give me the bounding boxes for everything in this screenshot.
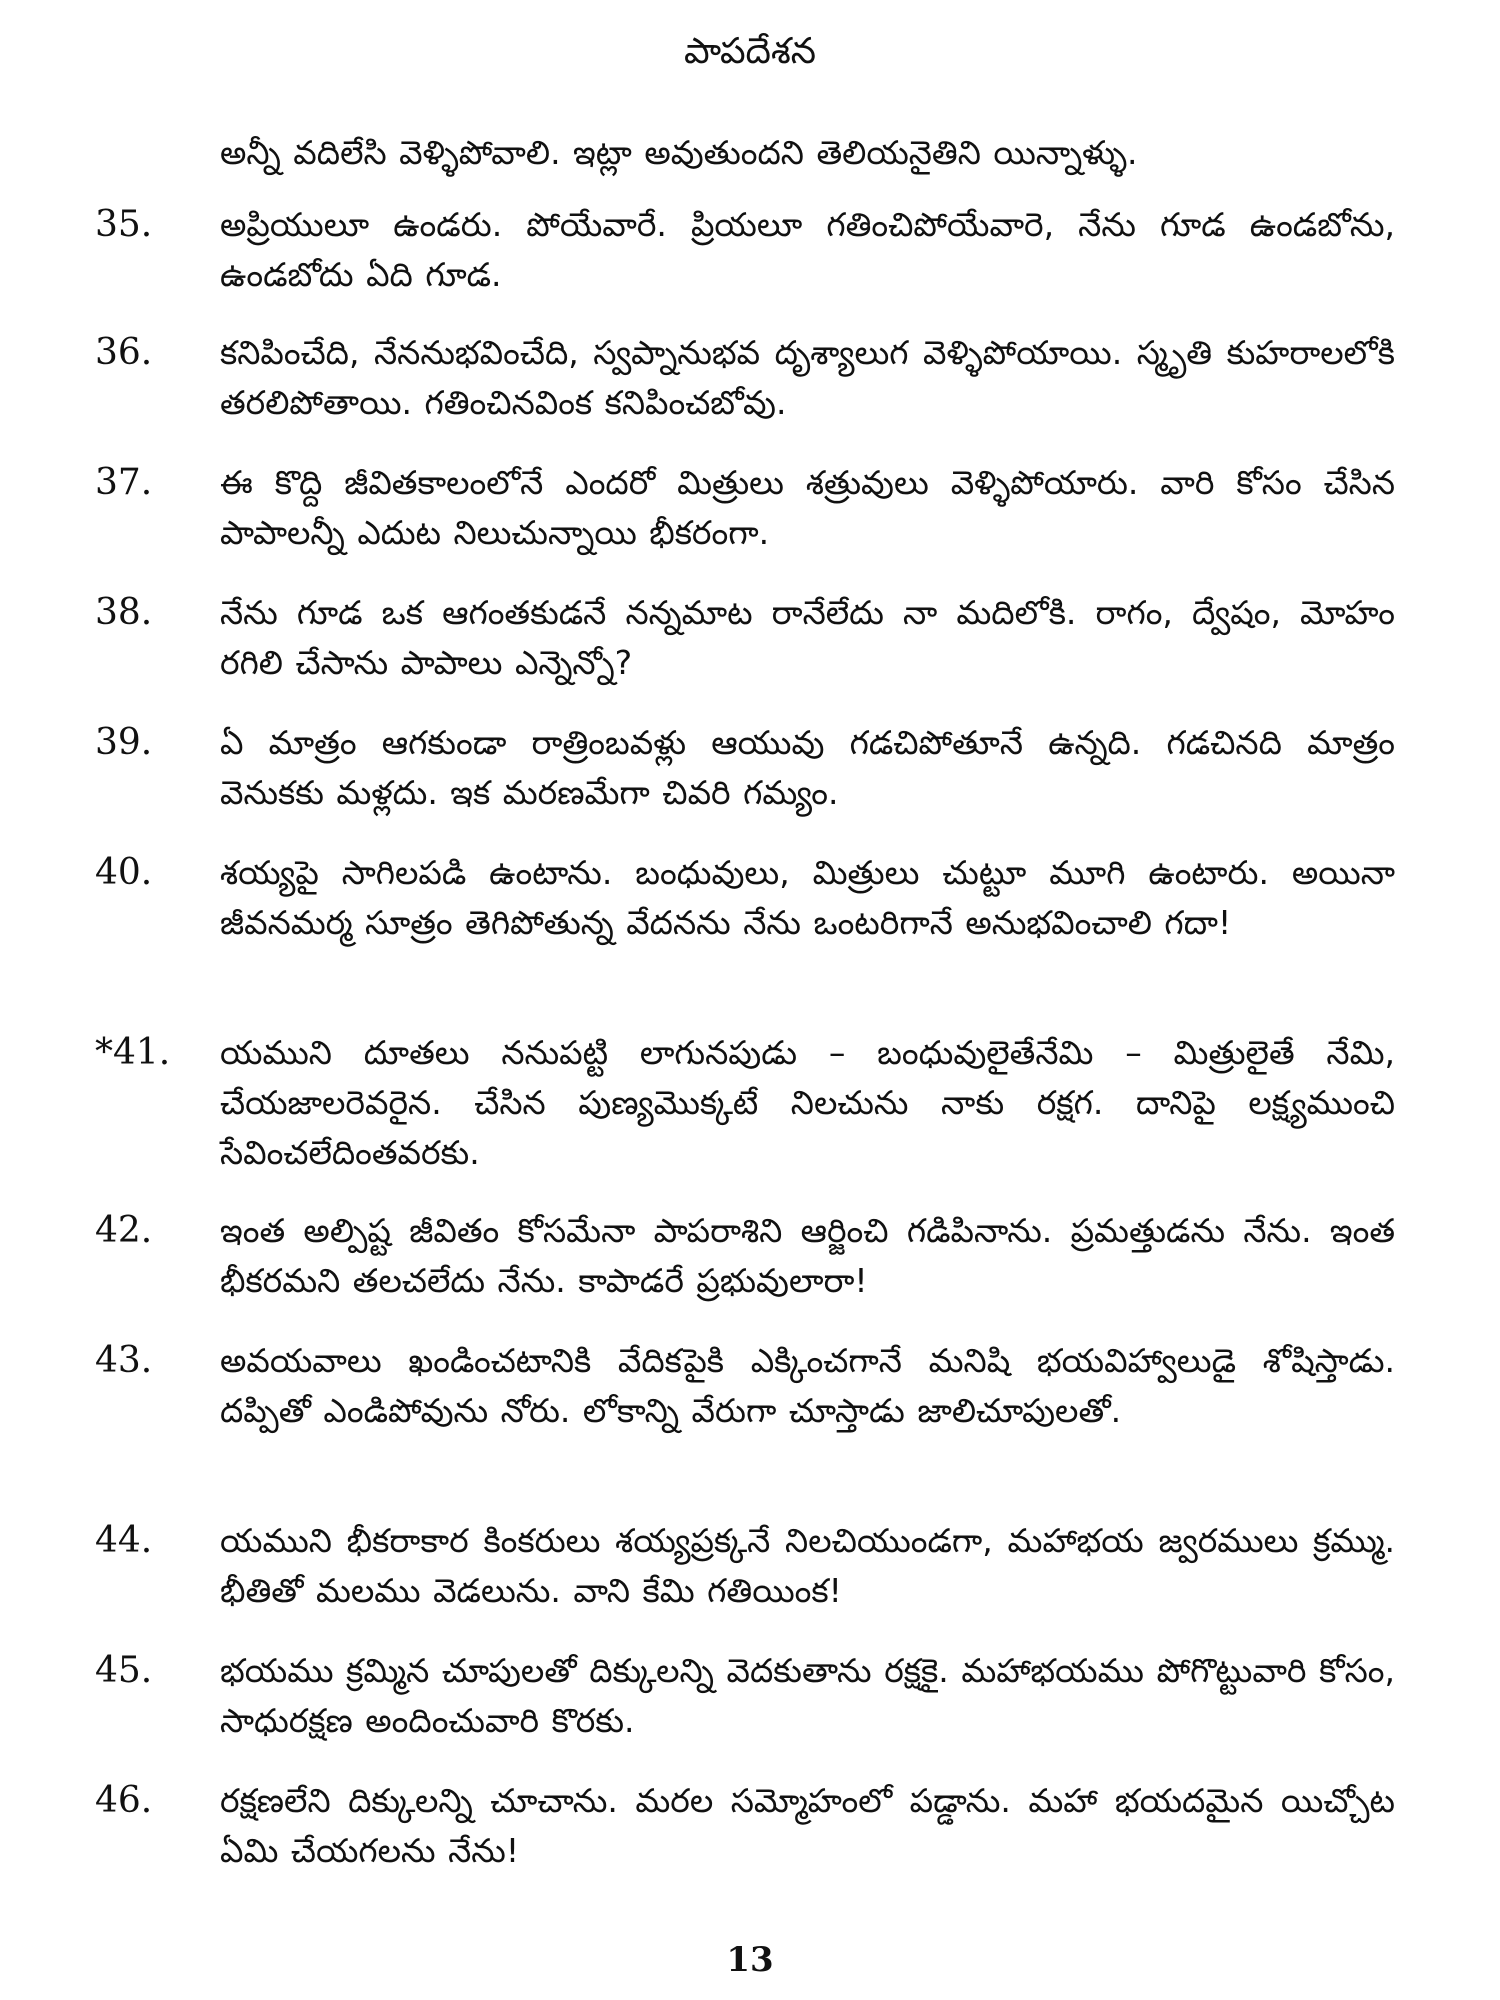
verse-text: కనిపించేది, నేననుభవించేది, స్వప్నానుభవ దృశ్యాలుగ వెళ్ళిపోయాయి. స్మృతి కుహరాలలోకి తరలిపోతాయి. గతించినవింక కనిపించబోవు. — [220, 333, 1395, 422]
verse-number: 46. — [95, 1780, 153, 1821]
verse-text: నేను గూడ ఒక ఆగంతకుడనే నన్నమాట రానేలేదు నా మదిలోకి. రాగం, ద్వేషం, మోహం రగిలి చేసాను పాపాలు ఎన్నెన్నో? — [220, 593, 1396, 682]
verse-number: 39. — [95, 722, 153, 763]
verse-text: యముని దూతలు ననుపట్టి లాగునపుడు – బంధువులైతేనేమి – మిత్రులైతే నేమి, చేయజాలరెవరైన. చేసిన పుణ్యమొక్కటే నిలచును నాకు రక్షగ. దానిపై లక్ష్యముంచి సేవించలేదింతవరకు. — [220, 1033, 1395, 1172]
continuation-text: అన్నీ వదిలేసి వెళ్ళిపోవాలి. ఇట్లా అవుతుందని తెలియనైతిని యిన్నాళ్ళు. — [220, 133, 1138, 172]
running-title: పాపదేశన — [683, 31, 817, 72]
verse-number: 42. — [95, 1210, 153, 1251]
verse-text: ఇంత అల్పిష్ట జీవితం కోసమేనా పాపరాశిని ఆర్జించి గడిపినాను. ప్రమత్తుడను నేను. ఇంత భీకరమని తలచలేదు నేను. కాపాడరే ప్రభువులారా! — [220, 1211, 1395, 1300]
verse-text: శయ్యపై సాగిలపడి ఉంటాను. బంధువులు, మిత్రులు చుట్టూ మూగి ఉంటారు. అయినా జీవనమర్మ సూత్రం తెగిపోతున్న వేదనను నేను ఒంటరిగానే అనుభవించాలి గదా! — [220, 853, 1395, 942]
verse-text: ఈ కొద్ది జీవితకాలంలోనే ఎందరో మిత్రులు శత్రువులు వెళ్ళిపోయారు. వారి కోసం చేసిన పాపాలన్నీ ఎదుట నిలుచున్నాయి భీకరంగా. — [220, 463, 1395, 552]
verse-number: *41. — [95, 1032, 171, 1073]
verse-number: 40. — [95, 852, 153, 893]
verse-text: అప్రియులూ ఉండరు. పోయేవారే. ప్రియలూ గతించిపోయేవారె, నేను గూడ ఉండబోను, ఉండబోదు ఏది గూడ. — [220, 205, 1395, 294]
verse-text: రక్షణలేని దిక్కులన్ని చూచాను. మరల సమ్మోహంలో పడ్డాను. మహా భయదమైన యిచ్చోట ఏమి చేయగలను నేను! — [220, 1781, 1395, 1870]
verse-number: 43. — [95, 1340, 153, 1381]
verse-number: 44. — [95, 1520, 153, 1561]
verse-number: 38. — [95, 592, 153, 633]
page-number: 13 — [726, 1940, 774, 1980]
verse-number: 45. — [95, 1650, 153, 1691]
verse-text: అవయవాలు ఖండించటానికి వేదికపైకి ఎక్కించగానే మనిషి భయవిహ్వాలుడై శోషిస్తాడు. దప్పితో ఎండిపోవును నోరు. లోకాన్ని వేరుగా చూస్తాడు జాలిచూపులతో. — [220, 1341, 1395, 1430]
verse-text: భయము క్రమ్మిన చూపులతో దిక్కులన్ని వెదకుతాను రక్షకై. మహాభయము పోగొట్టువారి కోసం, సాధురక్షణ అందించువారి కొరకు. — [220, 1651, 1395, 1740]
verse-text: ఏ మాత్రం ఆగకుండా రాత్రింబవళ్లు ఆయువు గడచిపోతూనే ఉన్నది. గడచినది మాత్రం వెనుకకు మళ్లదు. ఇక మరణమేగా చివరి గమ్యం. — [220, 723, 1395, 812]
verse-number: 35. — [95, 204, 153, 245]
verse-text: యముని భీకరాకార కింకరులు శయ్యప్రక్కనే నిలచియుండగా, మహాభయ జ్వరములు క్రమ్ము. భీతితో మలము వెడలును. వాని కేమి గతియింక! — [220, 1521, 1395, 1610]
verse-number: 36. — [95, 332, 153, 373]
verse-number: 37. — [95, 462, 153, 503]
